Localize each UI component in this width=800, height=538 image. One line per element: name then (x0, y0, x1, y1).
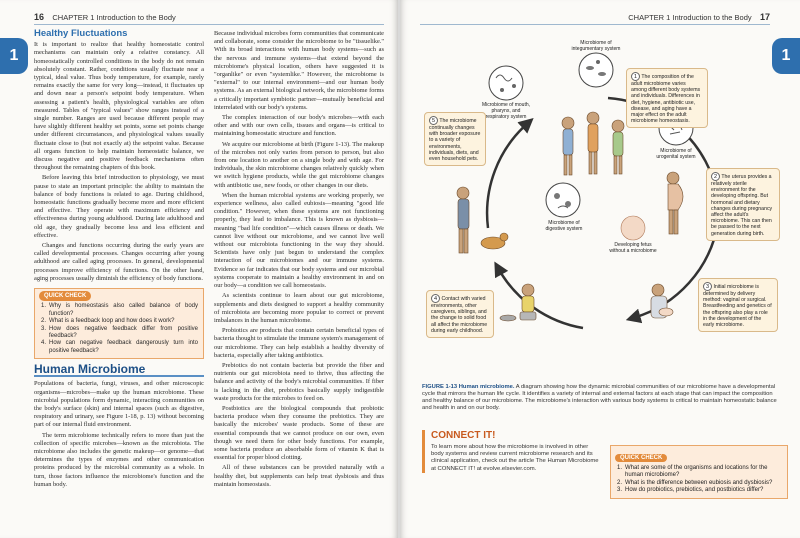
left-header-rule (34, 24, 384, 25)
quick-check-item (617, 465, 782, 480)
microbiome-paragraph: We acquire our microbiome at birth (Figure 1-13). The makeup of the microbes not only varies from person to person, but also from one location to another on a single body and with age. For individuals, the skin microbiome changes relatively quickly when we switch hygiene products, while the gut microbiome changes with antibiotic use, new foods, or other changes in our diets. (214, 140, 384, 189)
quick-check-number: 3. (617, 487, 623, 494)
microbiome-paragraph: When the human microbial systems are working properly, we experience wellness, also called eubiosis—meaning "good life condition." However, when these systems are not functioning properly, they lead to imbalance. This is known as dysbiosis—meaning "bad life condition"—which causes illness or death. We cannot live without our microbiome, and we cannot live well without our microbiota functioning in the way they should. Scientists have only just begun to understand the complex interaction of our microbiomes and our immune systems. Evidence so far indicates that our body systems and our microbial systems cooperate to maintain a healthy environment in and on our body—a condition we call homeostasis. (214, 191, 384, 290)
fetus-label: Developing fetus without a microbiome (609, 242, 657, 254)
quick-check-item (41, 326, 198, 341)
human-microbiome-heading: Human Microbiome (34, 365, 204, 377)
callout-number: 3 (703, 282, 712, 291)
quick-check-number: 2. (617, 479, 623, 486)
urogenital-microbiome-label: Microbiome of urogenital system (656, 148, 696, 160)
quick-check-box (34, 288, 204, 359)
microbe-icon (546, 183, 580, 217)
callout-text: Initial microbiome is determined by delivery method: vaginal or surgical. Breastfeeding and genetics of the offspring also play a role in the development of the early microbiome. (703, 284, 772, 329)
callout-text: The uterus provides a relatively sterile environment for the developing offspring. But hormonal and dietary changes during pregnancy affect the adult's microbiome. This can then be passed to the next generation during birth. (711, 174, 773, 237)
callout-number: 2 (711, 172, 720, 181)
quick-check-item (41, 318, 198, 325)
callout-number: 5 (429, 116, 438, 125)
quick-check-item (617, 487, 782, 494)
left-chapter-title: CHAPTER 1 Introduction to the Body (52, 13, 176, 22)
quick-check-item (41, 340, 198, 355)
callout-text: Contact with varied environments, other caregivers, siblings, and the change to solid food all affect the microbiome during early childhood. (431, 296, 488, 334)
callout-text: The microbiome continually changes with broader exposure to a variety of environments, individuals, diets, and even household pets. (429, 118, 481, 163)
microbe-icon (489, 66, 523, 100)
figure-caption (422, 384, 782, 412)
microbiome-paragraph: Probiotics are products that contain certain beneficial types of bacteria thought to stimulate the immune system's management of our microbiome. They can help establish a healthy diversity of bacteria, especially after taking antibiotics. (214, 327, 384, 359)
right-chapter-tab: 1 (772, 38, 800, 74)
figure-caption-title: FIGURE 1-13 Human microbiome. (422, 384, 515, 390)
quick-check-number: 3. (41, 325, 47, 332)
right-running-head (628, 12, 770, 22)
connect-it-title: CONNECT IT! (431, 430, 496, 441)
microbiome-cycle-figure (418, 28, 788, 378)
quick-check-list (35, 302, 203, 358)
quick-check-question: Why is homeostasis also called balance of body function? (49, 303, 198, 317)
callout-number: 1 (631, 72, 640, 81)
quick-check-question: How do probiotics, prebiotics, and postbiotics differ? (625, 487, 764, 494)
microbiome-paragraph: The complex interaction of our body's microbes—with each other and with our own cells, tissues and organs—is critical to maintaining homeostatic structure and function. (214, 114, 384, 138)
integumentary-microbiome-label: Microbiome of integumentary system (571, 40, 621, 52)
callout-number: 4 (431, 294, 440, 303)
healthy-fluctuations-paragraph: Before leaving this brief introduction to physiology, we must pause to state an important principle: the ability to maintain the balance of body functions is related to age. During childhood, homeostatic functions gradually become more and more efficient and effective. They operate with maximum efficiency and effectiveness during young adulthood. During late adulthood and old age, they gradually become less and less efficient and effective. (34, 174, 204, 239)
microbe-icon (579, 53, 613, 87)
digestive-microbiome-label: Microbiome of digestive system (545, 220, 583, 232)
right-header-rule (420, 24, 770, 25)
quick-check-question: What is a feedback loop and how does it work? (49, 318, 175, 325)
quick-check-question: How can negative feedback dangerously turn into positive feedback? (49, 340, 198, 354)
left-column-1 (34, 30, 204, 491)
healthy-fluctuations-paragraph: Changes and functions occurring during the early years are called developmental processes. Changes occurring after young adulthood are called aging processes. In general, developmental processes improve efficiency of functions. On the other hand, aging processes usually diminish the efficiency of body functions. (34, 242, 204, 282)
right-chapter-title: CHAPTER 1 Introduction to the Body (628, 13, 752, 22)
right-page-number: 17 (759, 12, 770, 22)
quick-check-list (611, 464, 787, 498)
microbiome-paragraph: Because individual microbes form communities that communicate and collaborate, some consider the microbiome to be "tissuelike." With its broad interactions with human body systems—such as the nervous and immune systems—that extend beyond the microbiome's physical location, others have suggested it is "organlike" or even "systemlike." However, the microbiome is "external" to our internal environment—and our human body systems. As an external biological network, the microbiome forms a critically important symbiotic partner—mutually beneficial and interrelated with our body's systems. (214, 30, 384, 111)
quick-check-number: 4. (41, 340, 47, 347)
quick-check-label: QUICK CHECK (39, 291, 91, 301)
left-page (0, 0, 398, 538)
quick-check-number: 1. (617, 465, 623, 471)
quick-check-item (41, 303, 198, 318)
callout-text: The composition of the adult microbiome varies among different body systems and individuals. Differences in diet, hygiene, antibiotic use, disease, and aging have a major effect on the adult microbiome homeostasis. (631, 74, 701, 125)
left-chapter-tab: 1 (0, 38, 28, 74)
healthy-fluctuations-paragraph: It is important to realize that healthy homeostatic control mechanisms can maintain only a relative constancy. All homeostatically controlled conditions in the body do not remain absolutely constant. Rather, conditions usually fluctuate near a typical, ideal value. Thus body temperature, for example, rarely remains exactly the same for very long—instead, it fluctuates up and down near a person's setpoint body temperature. When assessing a patient's health, physiological variables are often measured. Tables of "typical values" show ranges instead of a single number. Ranges are used because different people may have slightly different healthy set points, some set points change under different circumstances, and physiological values usually fluctuate close to (but not exactly at) the setpoint value. Because all organs function to help maintain homeostatic balance, we discuss negative and positive feedback mechanisms often throughout the remaining chapters of this book. (34, 41, 204, 172)
callout-4 (426, 290, 494, 338)
quick-check-question: What is the difference between eubiosis and dysbiosis? (625, 479, 773, 486)
left-running-head (34, 12, 176, 22)
healthy-fluctuations-heading: Healthy Fluctuations (34, 28, 128, 39)
left-page-number: 16 (34, 12, 45, 22)
right-page (400, 0, 800, 538)
quick-check-number: 2. (41, 318, 47, 325)
callout-2 (706, 168, 780, 241)
quick-check-box-right (610, 445, 788, 499)
figure-caption-text: A diagram showing how the dynamic microbial communities of our microbiome have a developmental cycle that mirrors the human life cycle. It identifies a variety of internal and external factors at each stage that can impact the composition and healthy balance of our microbiome. The microbiome's interaction with various body systems is critical to maintain homeostatic balance and health in and on our body. (422, 384, 777, 411)
microbiome-paragraph: All of these substances can be provided naturally with a healthy diet, but supplements can help treat dysbiosis and thus maintain homeostasis. (214, 464, 384, 488)
left-column-2 (214, 30, 384, 491)
connect-it-box (422, 430, 600, 473)
quick-check-number: 1. (41, 303, 47, 310)
connect-it-text: To learn more about how the microbiome is involved in other body systems and review current microbiome research and its clinical application, check out the article The Human Microbiome at CONNECT IT! at evolve.elsevier.com. (431, 444, 599, 472)
mouth-microbiome-label: Microbiome of mouth, pharynx, and respiratory system (481, 102, 531, 120)
callout-5 (424, 112, 486, 166)
quick-check-question: What are some of the organisms and locations for the human microbiome? (625, 465, 768, 479)
microbiome-paragraph: Prebiotics do not contain bacteria but provide the fiber and nutrients our gut microbiota need to thrive, thus affecting the balance and activity of the body's microbial communities. If fiber is lacking in the diet, prebiotics basically supply indigestible waste products for the microbes to feed on. (214, 361, 384, 402)
cycle-arrow-icon (487, 123, 528, 228)
microbiome-paragraph: As scientists continue to learn about our gut microbiome, supplements and diets designed to support a healthy community of microbiota are becoming more popular to correct or prevent imbalances in the human microbiome. (214, 292, 384, 324)
human-microbiome-paragraph: The term microbiome technically refers to more than just the collection of specific microbes—known as the microbiota. The microbiome also includes the genetic makeup—or genome—that determines the types of enzymes and other communication proteins produced by the microbial community as a whole. In turn, those factors influence the microbiome's function and the human body. (34, 431, 204, 488)
microbiome-paragraph: Postbiotics are the biological compounds that probiotic bacteria produce when they consume the prebiotics. They are basically the microbes' waste products. Some of these are essential compounds that we cannot produce on our own, even though we need them for other body functions. For example, some bacteria produce an absorbable form of vitamin K that is essential for proper blood clotting. (214, 404, 384, 462)
quick-check-label: QUICK CHECK (615, 454, 667, 462)
quick-check-question: How does negative feedback differ from positive feedback? (49, 325, 198, 339)
quick-check-item (617, 480, 782, 487)
callout-3 (698, 278, 778, 332)
callout-1 (626, 68, 708, 128)
human-microbiome-paragraph: Populations of bacteria, fungi, viruses, and other microscopic organisms—microbes—make up the human microbiome. These microbial populations form dynamic, interacting communities on the body's surface (skin) and internal spaces (such as digestive, respiratory and urinary, see Figure 1-18, p. 13) without becoming part of our internal fluid environment. (34, 380, 204, 429)
